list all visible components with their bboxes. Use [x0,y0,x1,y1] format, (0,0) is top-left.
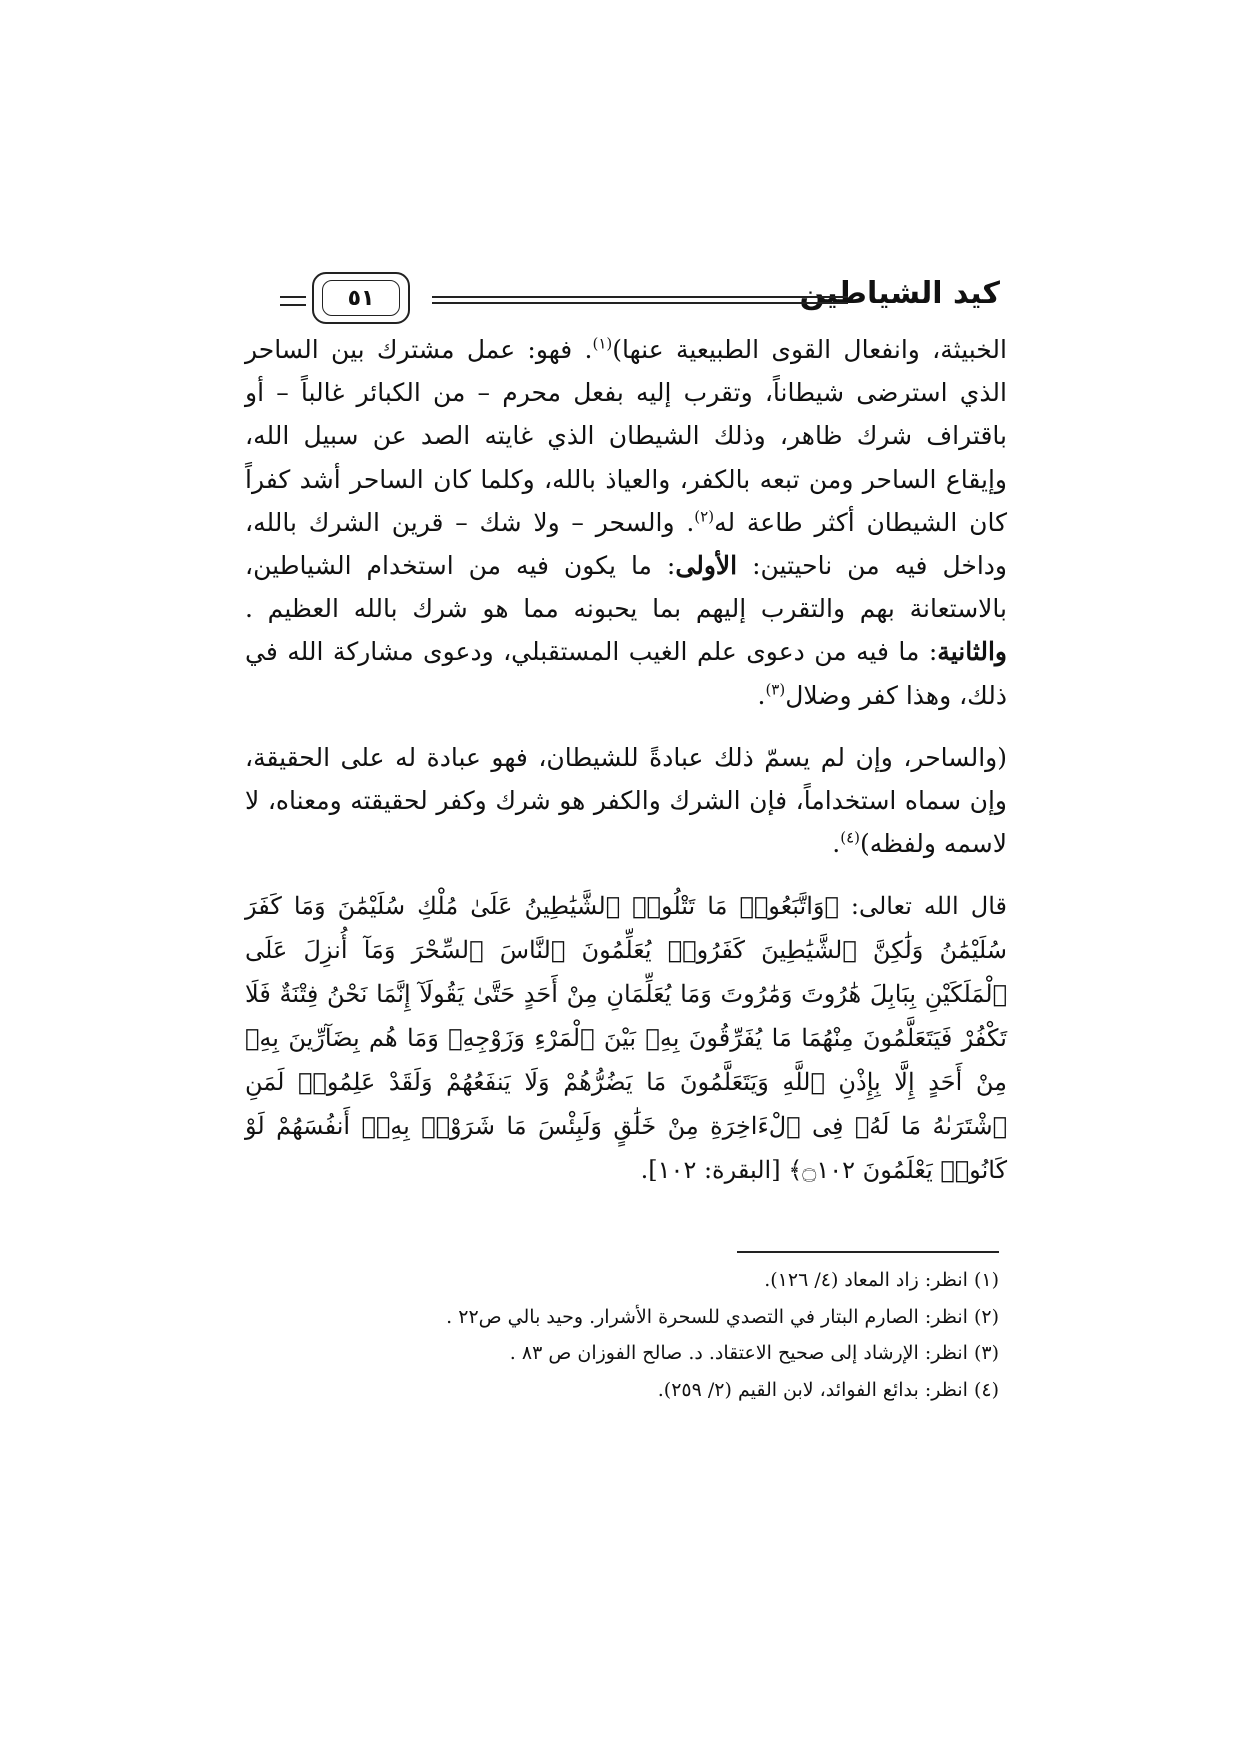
running-title: كيد الشياطين [799,276,1000,311]
footnote-ref: (١) [592,334,613,353]
text-span: . [832,829,841,859]
header-rule [432,296,848,298]
footnote: (٢) انظر: الصارم البتار في التصدي للسحرة الأشرار. وحيد بالي ص٢٢ . [446,1305,999,1328]
quran-verse: ﴿وَاتَّبَعُوا۟ مَا تَتْلُوا۟ ٱلشَّيَٰطِينُ عَلَىٰ مُلْكِ سُلَيْمَٰنَ وَمَا كَفَرَ سُلَيْمَٰنُ وَلَٰكِنَّ ٱلشَّيَٰطِينَ كَفَرُوا۟ يُعَلِّمُونَ ٱلنَّاسَ ٱلسِّحْرَ وَمَآ أُنزِلَ عَلَى ٱلْمَلَكَيْنِ بِبَابِلَ هَٰرُوتَ وَمَٰرُوتَ وَمَا يُعَلِّمَانِ مِنْ أَحَدٍ حَتَّىٰ يَقُولَآ إِنَّمَا نَحْنُ فِتْنَةٌ فَلَا تَكْفُرْ فَيَتَعَلَّمُونَ مِنْهُمَا مَا يُفَرِّقُونَ بِهِۦ بَيْنَ ٱلْمَرْءِ وَزَوْجِهِۦ وَمَا هُم بِضَآرِّينَ بِهِۦ مِنْ أَحَدٍ إِلَّا بِإِذْنِ ٱللَّهِ وَيَتَعَلَّمُونَ مَا يَضُرُّهُمْ وَلَا يَنفَعُهُمْ وَلَقَدْ عَلِمُوا۟ لَمَنِ ٱشْتَرَىٰهُ مَا لَهُۥ فِى ٱلْءَاخِرَةِ مِنْ خَلَٰقٍ وَلَبِئْسَ مَا شَرَوْا۟ بِهِۦٓ أَنفُسَهُمْ لَوْ كَانُوا۟ يَعْلَمُونَ ۝١٠٢﴾ [245,892,1007,1185]
footnote-separator [737,1251,999,1253]
paragraph [245,328,1007,717]
paragraph [245,736,1007,866]
page-header [280,272,1000,330]
text-span: . فهو: عمل مشترك بين الساحر الذي استرضى شيطاناً، وتقرب إليه بفعل محرم – من الكبائر غالباً – أو باقتراف شرك ظاهر، وذلك الشيطان الذي غايته الصد عن سبيل الله، وإيقاع الساحر ومن تبعه بالكفر، والعياذ بالله، وكلما كان الساحر أشد كفراً كان الشيطان أكثر طاعة له [245,335,1007,537]
text-span: . [757,680,766,710]
footnote-ref: (٤) [840,828,860,847]
quran-paragraph [245,884,1007,1192]
page-number: ٥١ [322,280,400,316]
verse-citation: [البقرة: ١٠٢]. [640,1156,789,1185]
footnote: (١) انظر: زاد المعاد (٤/ ١٢٦). [764,1269,999,1291]
text-span: : ما فيه من دعوى علم الغيب المستقبلي، ودعوى مشاركة الله في ذلك، وهذا كفر وضلال [245,637,1007,710]
footnote: (٤) انظر: بدائع الفوائد، لابن القيم (٢/ ٢٥٩). [657,1378,999,1401]
footnote: (٣) انظر: الإرشاد إلى صحيح الاعتقاد. د. صالح الفوزان ص ٨٣ . [509,1342,999,1364]
page-number-frame [312,272,410,324]
emphasis: الأولى [675,551,738,581]
footnotes [239,1262,999,1408]
text-span: . والسحر – ولا شك – قرين الشرك بالله، وداخل فيه من ناحيتين: [245,507,1007,581]
header-rule [432,302,848,304]
footnote-ref: (٢) [694,507,715,526]
text-span: قال الله تعالى: [838,892,1007,921]
text-span: الخبيثة، وانفعال القوى الطبيعية عنها) [612,335,1007,364]
main-text [245,328,1007,1211]
header-rule-end [280,296,306,306]
footnote-ref: (٣) [765,680,786,699]
quotation: (والساحر، وإن لم يسمّ ذلك عبادةً للشيطان، فهو عبادة له على الحقيقة، وإن سماه استخداماً، فإن الشرك والكفر هو شرك وكفر لحقيقته ومعناه، لا لاسمه ولفظه) [245,742,1007,859]
emphasis: والثانية [937,637,1007,667]
text-span: : ما يكون فيه من استخدام الشياطين، بالاستعانة بهم والتقرب إليهم بما يحبونه مما هو شرك بالله العظيم . [245,551,1007,624]
